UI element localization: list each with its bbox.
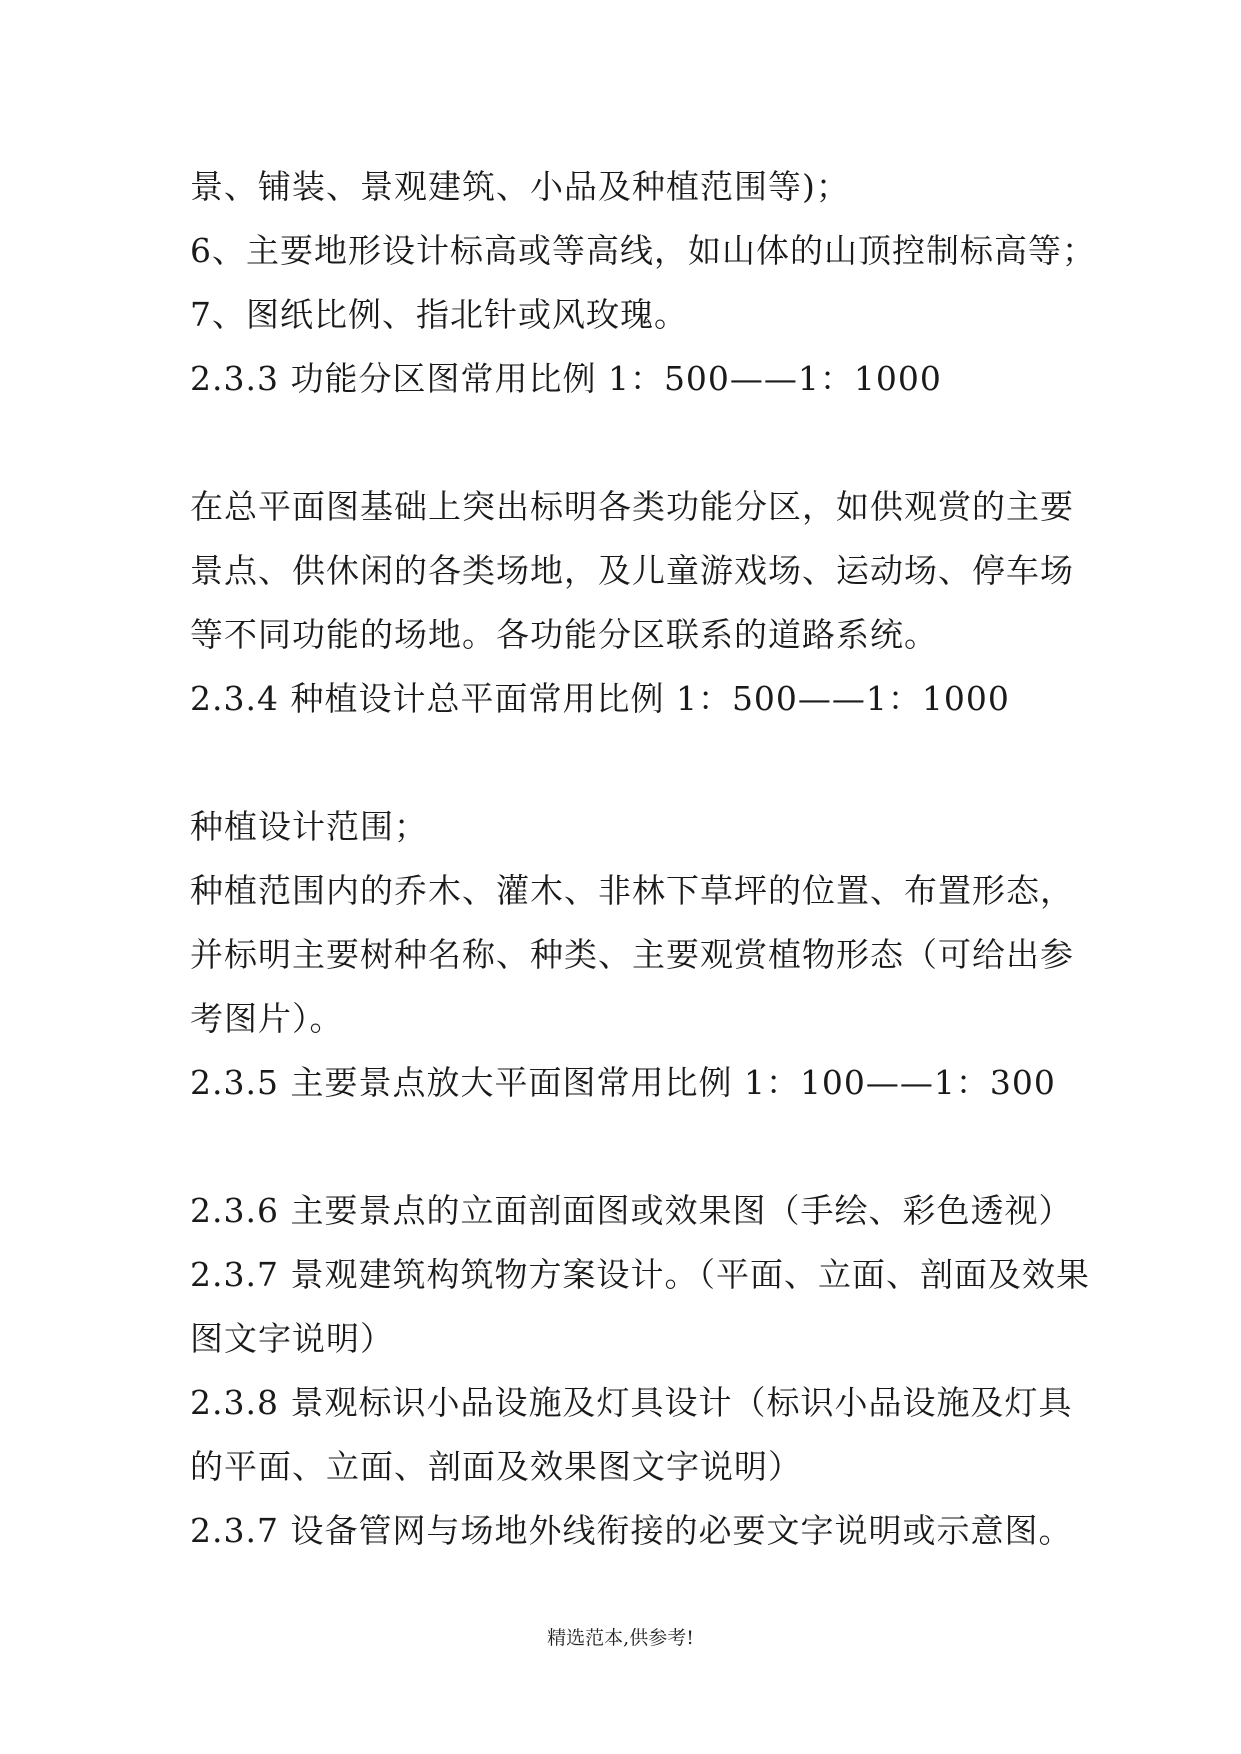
section-heading: 2.3.5 主要景点放大平面图常用比例 1：100——1：300 — [190, 1063, 1056, 1102]
text-line: 等不同功能的场地。各功能分区联系的道路系统。 — [190, 615, 938, 654]
text-line: 在总平面图基础上突出标明各类功能分区，如供观赏的主要 — [190, 487, 1074, 526]
section-heading: 2.3.4 种植设计总平面常用比例 1：500——1：1000 — [190, 679, 1010, 718]
page-footer: 精选范本,供参考! — [547, 1627, 694, 1649]
text-line: 图文字说明） — [190, 1319, 394, 1358]
section-heading: 2.3.7 设备管网与场地外线衔接的必要文字说明或示意图。 — [190, 1511, 1073, 1550]
section-heading: 2.3.7 景观建筑构筑物方案设计。（平面、立面、剖面及效果 — [190, 1255, 1090, 1294]
section-heading: 2.3.8 景观标识小品设施及灯具设计（标识小品设施及灯具 — [190, 1383, 1073, 1422]
text-line: 种植范围内的乔木、灌木、非林下草坪的位置、布置形态， — [190, 871, 1074, 910]
text-line: 种植设计范围； — [190, 807, 428, 846]
text-line: 的平面、立面、剖面及效果图文字说明） — [190, 1447, 802, 1486]
section-heading: 2.3.3 功能分区图常用比例 1：500——1：1000 — [190, 359, 942, 398]
text-line: 景、铺装、景观建筑、小品及种植范围等)； — [190, 167, 850, 206]
text-line: 7、图纸比例、指北针或风玫瑰。 — [190, 295, 688, 334]
text-line: 6、主要地形设计标高或等高线，如山体的山顶控制标高等； — [190, 231, 1096, 270]
text-line: 并标明主要树种名称、种类、主要观赏植物形态（可给出参 — [190, 935, 1074, 974]
text-line: 景点、供休闲的各类场地，及儿童游戏场、运动场、停车场 — [190, 551, 1074, 590]
section-heading: 2.3.6 主要景点的立面剖面图或效果图（手绘、彩色透视） — [190, 1191, 1073, 1230]
text-line: 考图片）。 — [190, 999, 344, 1038]
